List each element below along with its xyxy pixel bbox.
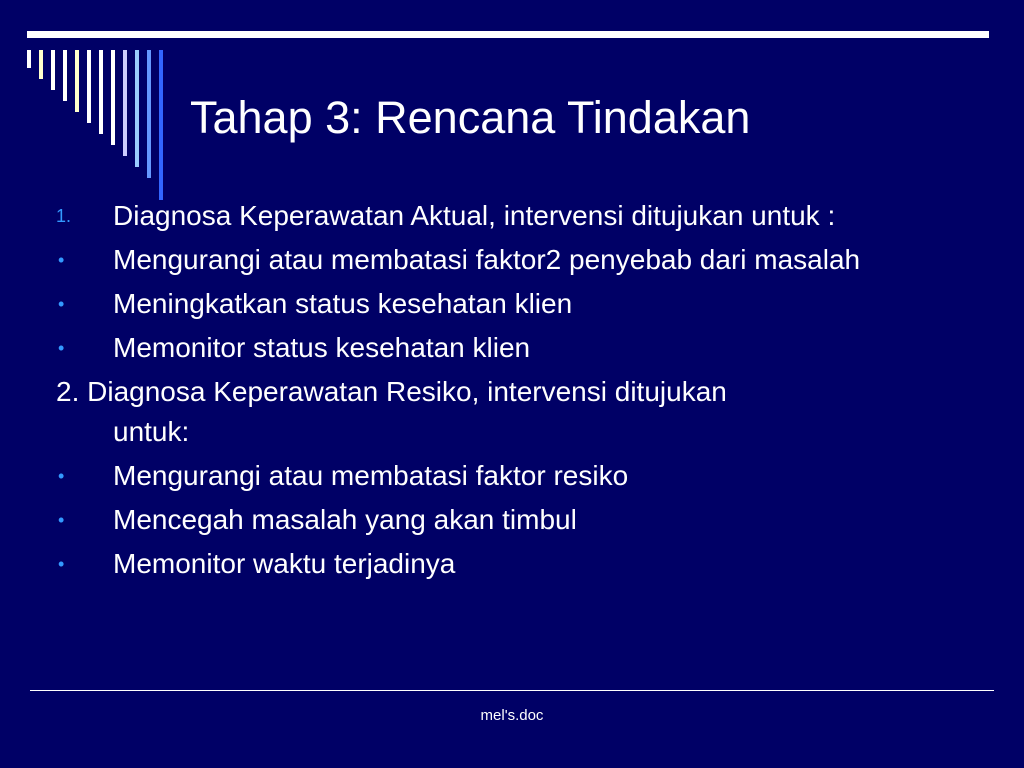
list-item-text: Mengurangi atau membatasi faktor2 penyebab dari masalah	[113, 244, 861, 275]
bottom-rule	[30, 690, 994, 691]
list-item-text: Meningkatkan status kesehatan klien	[113, 288, 573, 319]
list-item	[0, 456, 1024, 496]
stripe	[75, 50, 79, 112]
stripe	[63, 50, 67, 101]
stripe	[27, 50, 31, 68]
list-item	[0, 500, 1024, 540]
list-item	[0, 240, 1024, 280]
list-item-text: Diagnosa Keperawatan Aktual, intervensi ditujukan untuk :	[113, 200, 836, 231]
bullet-icon: •	[58, 338, 65, 358]
stripe	[51, 50, 55, 90]
stripe	[135, 50, 139, 167]
list-item	[0, 328, 1024, 368]
list-item-continuation: untuk:	[113, 416, 190, 447]
bullet-icon: •	[58, 294, 65, 314]
list-item-text: Memonitor waktu terjadinya	[113, 548, 456, 579]
stripe	[147, 50, 151, 178]
footer-text: mel's.doc	[480, 707, 544, 724]
list-item	[0, 544, 1024, 584]
stripe	[111, 50, 115, 145]
bullet-icon: •	[58, 466, 65, 486]
list-item	[0, 284, 1024, 324]
list-item	[0, 196, 1024, 236]
stripe	[123, 50, 127, 156]
stripe	[39, 50, 43, 79]
stripe	[99, 50, 103, 134]
list-item-text: Memonitor status kesehatan klien	[113, 332, 531, 363]
list-number: 1.	[56, 206, 72, 226]
list-item-text: 2. Diagnosa Keperawatan Resiko, intervensi ditujukan	[56, 376, 727, 407]
bullet-icon: •	[58, 510, 65, 530]
list-item-text: Mengurangi atau membatasi faktor resiko	[113, 460, 629, 491]
list-item-text: Mencegah masalah yang akan timbul	[113, 504, 577, 535]
bullet-icon: •	[58, 250, 65, 270]
content-list	[0, 196, 1024, 584]
bullet-icon: •	[58, 554, 65, 574]
slide-title: Tahap 3: Rencana Tindakan	[190, 92, 751, 143]
stripe	[87, 50, 91, 123]
decorative-stripes	[0, 0, 180, 210]
list-item	[0, 372, 1024, 452]
stripe	[159, 50, 163, 200]
